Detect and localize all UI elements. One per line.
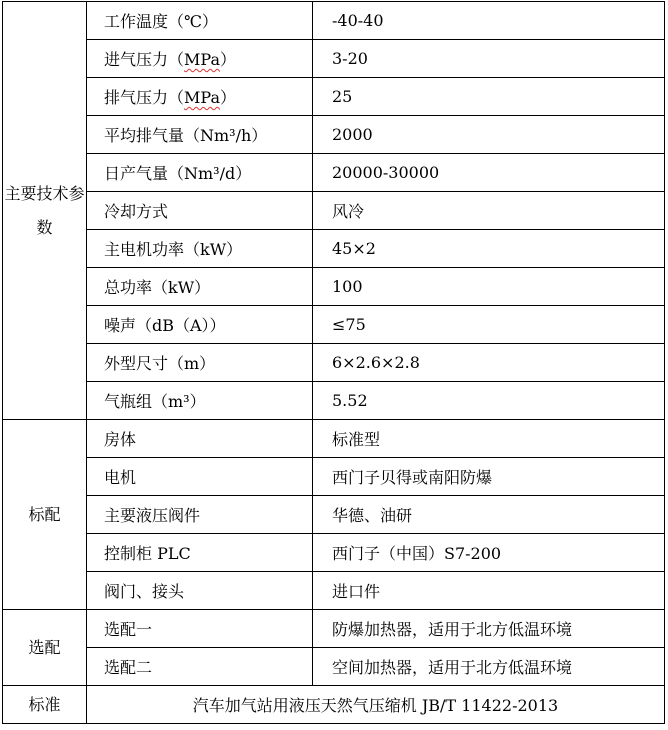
value-cell: 45×2 — [313, 230, 665, 268]
standard-value-cell: 汽车加气站用液压天然气压缩机 JB/T 11422-2013 — [87, 686, 665, 724]
spec-table — [2, 1, 665, 724]
category-cell-standard: 标准 — [3, 686, 87, 724]
table-row — [3, 610, 665, 648]
spellcheck-underline: MPa — [184, 50, 220, 69]
param-cell: 日产气量（Nm³/d） — [87, 154, 313, 192]
value-cell: 2000 — [313, 116, 665, 154]
param-cell: 总功率（kW） — [87, 268, 313, 306]
param-cell: 主要液压阀件 — [87, 496, 313, 534]
value-cell: 西门子贝得或南阳防爆 — [313, 458, 665, 496]
param-cell: 房体 — [87, 420, 313, 458]
value-cell: -40-40 — [313, 2, 665, 40]
param-cell: 排气压力（MPa） — [87, 78, 313, 116]
value-cell: 5.52 — [313, 382, 665, 420]
table-row — [3, 78, 665, 116]
table-row — [3, 2, 665, 40]
value-cell: 西门子（中国）S7-200 — [313, 534, 665, 572]
table-row — [3, 420, 665, 458]
value-cell: 标准型 — [313, 420, 665, 458]
category-cell-optional-config: 选配 — [3, 610, 87, 686]
param-cell: 选配二 — [87, 648, 313, 686]
param-cell: 冷却方式 — [87, 192, 313, 230]
value-cell: 20000-30000 — [313, 154, 665, 192]
table-row — [3, 306, 665, 344]
value-cell: 6×2.6×2.8 — [313, 344, 665, 382]
table-row — [3, 382, 665, 420]
param-cell: 外型尺寸（m） — [87, 344, 313, 382]
spellcheck-underline: MPa — [184, 88, 220, 107]
param-cell: 气瓶组（m³） — [87, 382, 313, 420]
param-cell: 进气压力（MPa） — [87, 40, 313, 78]
value-cell: 3-20 — [313, 40, 665, 78]
value-cell: 风冷 — [313, 192, 665, 230]
table-row — [3, 192, 665, 230]
category-cell-standard-config: 标配 — [3, 420, 87, 610]
table-row — [3, 534, 665, 572]
param-cell: 电机 — [87, 458, 313, 496]
table-row — [3, 230, 665, 268]
param-cell: 阀门、接头 — [87, 572, 313, 610]
param-cell: 工作温度（℃） — [87, 2, 313, 40]
table-row — [3, 496, 665, 534]
param-cell: 噪声（dB（A）） — [87, 306, 313, 344]
value-cell: 空间加热器，适用于北方低温环境 — [313, 648, 665, 686]
table-row — [3, 686, 665, 724]
spec-table-body — [3, 2, 665, 724]
param-cell: 选配一 — [87, 610, 313, 648]
table-row — [3, 458, 665, 496]
value-cell: 防爆加热器，适用于北方低温环境 — [313, 610, 665, 648]
value-cell: 进口件 — [313, 572, 665, 610]
table-row — [3, 268, 665, 306]
table-row — [3, 154, 665, 192]
param-cell: 控制柜 PLC — [87, 534, 313, 572]
value-cell: ≤75 — [313, 306, 665, 344]
table-row — [3, 40, 665, 78]
table-row — [3, 116, 665, 154]
table-row — [3, 572, 665, 610]
param-cell: 平均排气量（Nm³/h） — [87, 116, 313, 154]
value-cell: 华德、油研 — [313, 496, 665, 534]
table-row — [3, 344, 665, 382]
value-cell: 25 — [313, 78, 665, 116]
category-cell-main-params: 主要技术参数 — [3, 2, 87, 420]
param-cell: 主电机功率（kW） — [87, 230, 313, 268]
table-row — [3, 648, 665, 686]
value-cell: 100 — [313, 268, 665, 306]
